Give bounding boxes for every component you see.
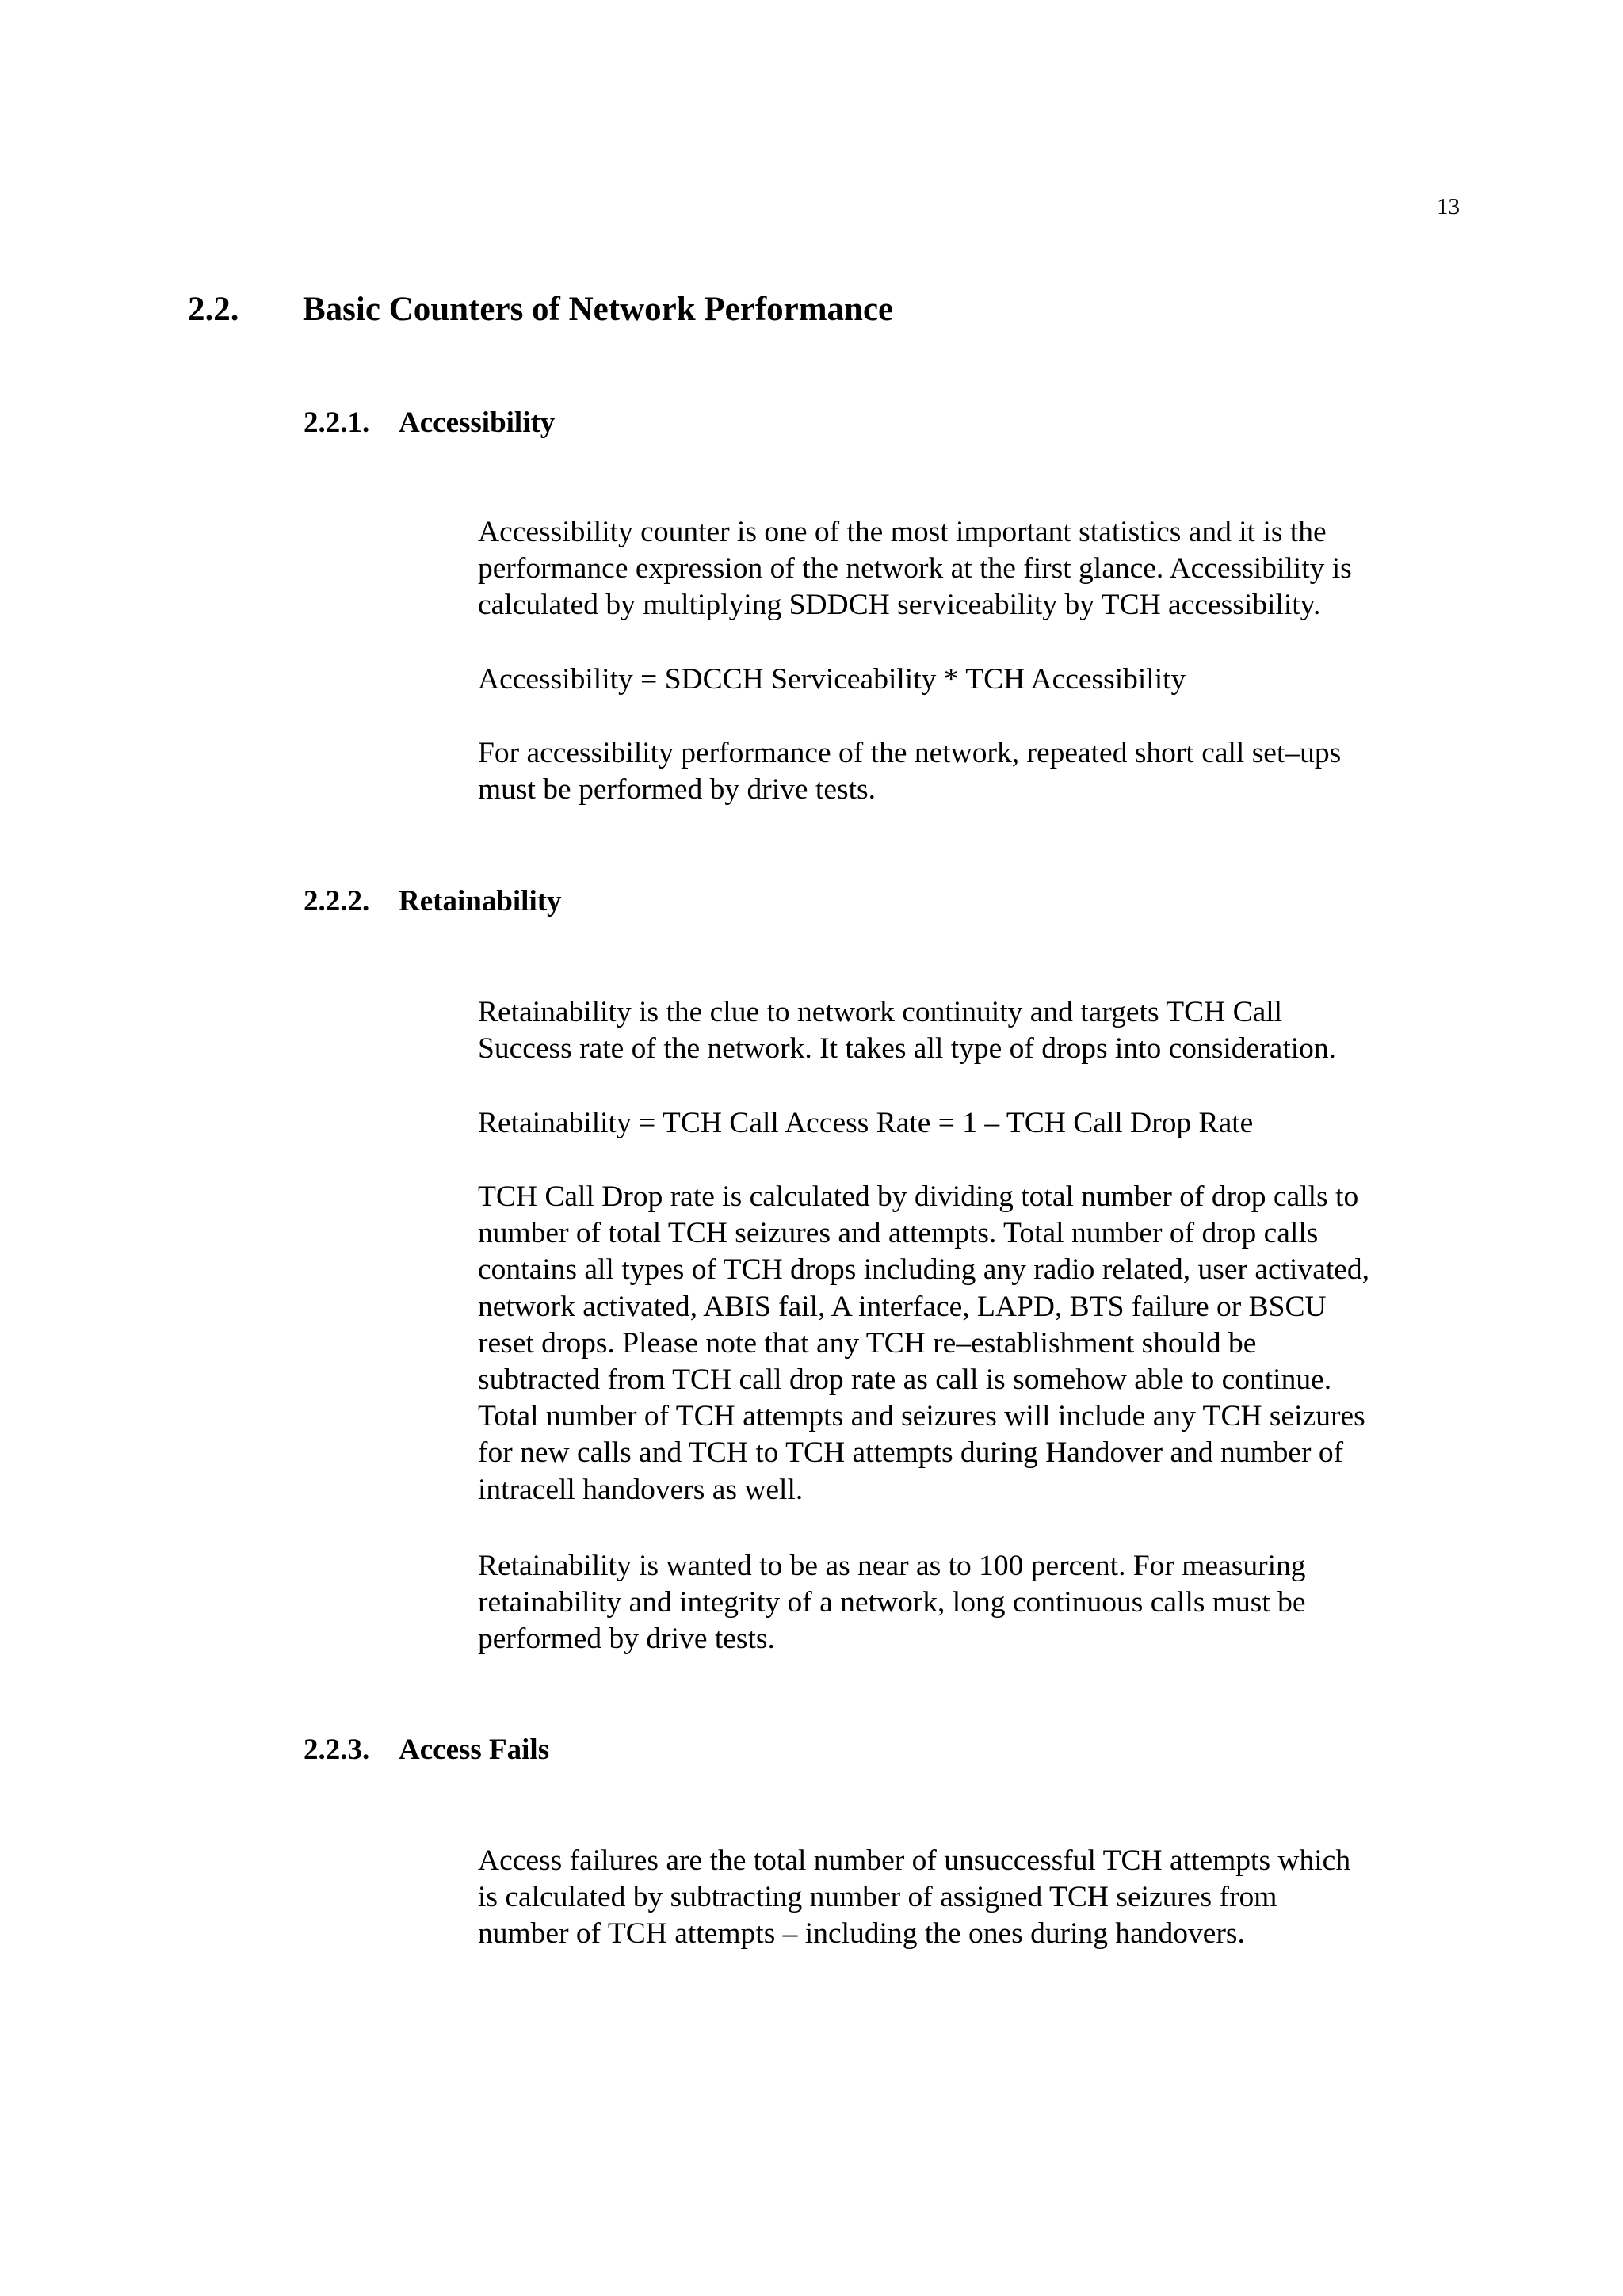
text-line: must be performed by drive tests. bbox=[478, 773, 876, 807]
text-line: calculated by multiplying SDDCH serviceability by TCH accessibility. bbox=[478, 589, 1321, 622]
subsection-heading-accessibility bbox=[304, 406, 555, 441]
text-line: number of total TCH seizures and attempts. Total number of drop calls bbox=[478, 1217, 1319, 1250]
subsection-number: 2.2.3. bbox=[304, 1733, 370, 1766]
accessibility-formula bbox=[478, 662, 1461, 698]
retainability-formula bbox=[478, 1105, 1461, 1142]
text-line: Retainability is wanted to be as near as to 100 percent. For measuring bbox=[478, 1550, 1306, 1582]
accessibility-intro-paragraph bbox=[478, 514, 1461, 624]
retainability-intro-paragraph bbox=[478, 994, 1461, 1067]
text-line: For accessibility performance of the network, repeated short call set–ups bbox=[478, 737, 1342, 769]
text-line: for new calls and TCH to TCH attempts during Handover and number of bbox=[478, 1436, 1344, 1470]
text-line: network activated, ABIS fail, A interface, LAPD, BTS failure or BSCU bbox=[478, 1290, 1327, 1323]
text-line: performance expression of the network at the first glance. Accessibility is bbox=[478, 552, 1352, 585]
text-line: Accessibility = SDCCH Serviceability * TCH Accessibility bbox=[478, 663, 1186, 696]
text-line: performed by drive tests. bbox=[478, 1623, 775, 1656]
text-line: retainability and integrity of a network, long continuous calls must be bbox=[478, 1586, 1306, 1619]
text-line: Retainability is the clue to network continuity and targets TCH Call bbox=[478, 996, 1283, 1028]
subsection-heading-access-fails bbox=[304, 1733, 549, 1768]
text-line: Retainability = TCH Call Access Rate = 1 – TCH Call Drop Rate bbox=[478, 1107, 1254, 1139]
text-line: Success rate of the network. It takes all type of drops into consideration. bbox=[478, 1032, 1337, 1066]
text-line: subtracted from TCH call drop rate as call is somehow able to continue. bbox=[478, 1363, 1332, 1397]
tch-call-drop-paragraph bbox=[478, 1179, 1461, 1508]
text-line: contains all types of TCH drops including any radio related, user activated, bbox=[478, 1253, 1370, 1287]
subsection-title: Retainability bbox=[399, 885, 562, 917]
access-failures-paragraph bbox=[478, 1843, 1461, 1953]
text-line: reset drops. Please note that any TCH re–establishment should be bbox=[478, 1326, 1257, 1360]
subsection-title: Accessibility bbox=[399, 406, 556, 439]
text-line: Total number of TCH attempts and seizures will include any TCH seizures bbox=[478, 1400, 1365, 1433]
page-number: 13 bbox=[1437, 194, 1460, 219]
accessibility-drive-test-paragraph bbox=[478, 735, 1461, 808]
subsection-number: 2.2.2. bbox=[304, 885, 370, 917]
section-heading bbox=[188, 290, 893, 330]
text-line: intracell handovers as well. bbox=[478, 1473, 804, 1506]
retainability-target-paragraph bbox=[478, 1548, 1461, 1658]
subsection-number: 2.2.1. bbox=[304, 406, 370, 439]
section-title: Basic Counters of Network Performance bbox=[303, 291, 894, 328]
text-line: is calculated by subtracting number of assigned TCH seizures from bbox=[478, 1881, 1277, 1914]
text-line: Accessibility counter is one of the most important statistics and it is the bbox=[478, 516, 1327, 548]
subsection-heading-retainability bbox=[304, 884, 562, 919]
section-number: 2.2. bbox=[188, 291, 239, 328]
subsection-title: Access Fails bbox=[399, 1733, 550, 1766]
text-line: TCH Call Drop rate is calculated by dividing total number of drop calls to bbox=[478, 1180, 1359, 1213]
text-line: Access failures are the total number of unsuccessful TCH attempts which bbox=[478, 1844, 1351, 1877]
text-line: number of TCH attempts – including the ones during handovers. bbox=[478, 1917, 1245, 1951]
